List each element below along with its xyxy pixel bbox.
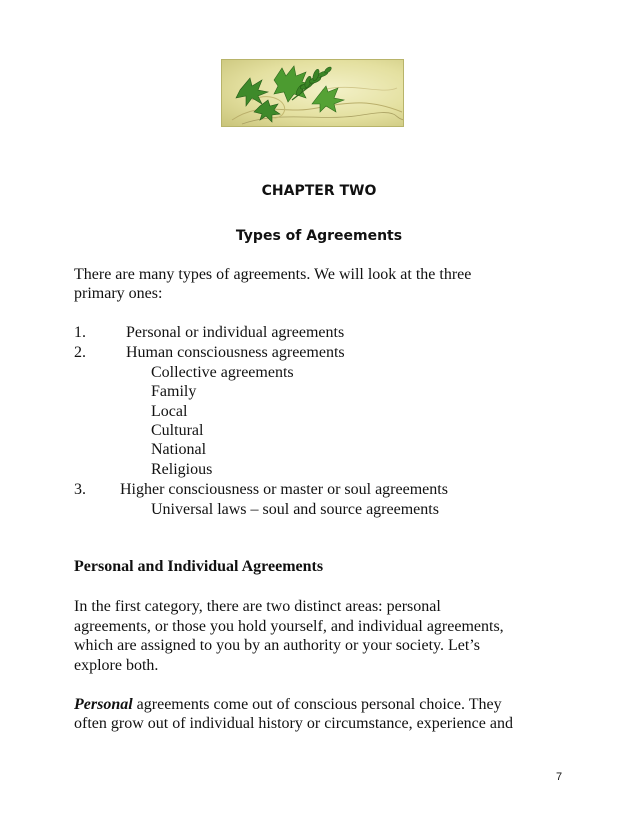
section-heading: Personal and Individual Agreements — [74, 558, 324, 575]
paragraph-line: agreements, or those you hold yourself, and individual agreements, — [74, 618, 504, 635]
paragraph-text: agreements come out of conscious personal choice. They — [132, 696, 502, 713]
paragraph-line: explore both. — [74, 657, 159, 674]
sublist-item: Local — [151, 403, 188, 420]
intro-line-1: There are many types of agreements. We will look at the three — [74, 266, 472, 283]
list-item-3-number: 3. — [74, 481, 86, 498]
sublist-item: Religious — [151, 461, 213, 478]
paragraph-line: In the first category, there are two distinct areas: personal — [74, 598, 441, 615]
list-item-1-number: 1. — [74, 324, 86, 341]
sublist-item: Universal laws – soul and source agreements — [151, 501, 439, 518]
sublist-item: National — [151, 441, 207, 458]
chapter-label: CHAPTER TWO — [261, 183, 377, 199]
page-number: 7 — [556, 771, 563, 783]
leaf-banner-image — [221, 59, 404, 127]
sublist-item: Cultural — [151, 422, 204, 439]
emphasis-personal: Personal — [74, 696, 133, 713]
list-item-2-number: 2. — [74, 344, 86, 361]
paragraph-line: often grow out of individual history or circumstance, experience and — [74, 715, 513, 732]
list-item-2-text: Human consciousness agreements — [126, 344, 345, 361]
paragraph-line — [74, 695, 502, 715]
sublist-item: Collective agreements — [151, 364, 294, 381]
chapter-title: Types of Agreements — [235, 228, 403, 244]
sublist-item: Family — [151, 383, 197, 400]
list-item-3-text: Higher consciousness or master or soul agreements — [120, 481, 448, 498]
list-item-1-text: Personal or individual agreements — [126, 324, 345, 341]
intro-line-2: primary ones: — [74, 285, 163, 302]
paragraph-line: which are assigned to you by an authority or your society. Let’s — [74, 637, 480, 654]
